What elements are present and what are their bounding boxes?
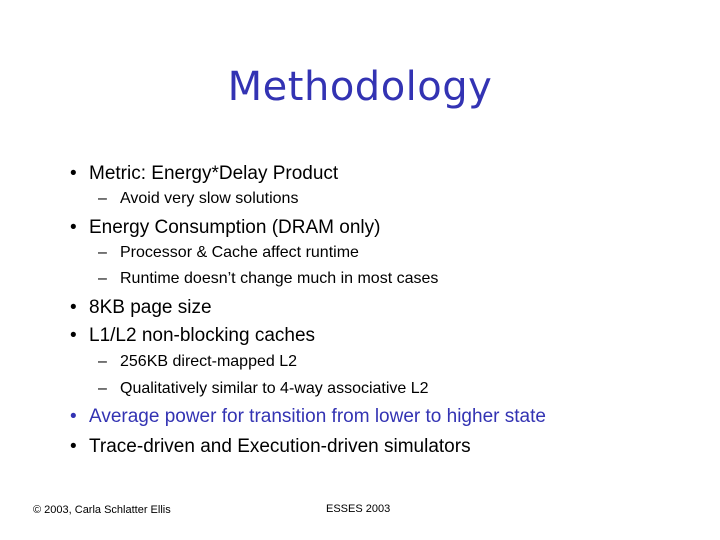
bullet-text: Energy Consumption (DRAM only) — [89, 217, 381, 238]
bullet-icon: • — [70, 163, 77, 184]
dash-icon: – — [98, 244, 107, 261]
subbullet-text: Processor & Cache affect runtime — [120, 244, 359, 261]
slide-title-text: Methodology — [227, 64, 493, 110]
bullet-icon: • — [70, 325, 77, 346]
bullet-icon: • — [70, 436, 77, 457]
bullet-icon: • — [70, 297, 77, 318]
bullet-text: Average power for transition from lower to higher state — [89, 406, 546, 427]
subbullet-text: Avoid very slow solutions — [120, 190, 299, 207]
subbullet-text: Qualitatively similar to 4-way associative L2 — [120, 380, 429, 397]
dash-icon: – — [98, 270, 107, 287]
bullet-text: Trace-driven and Execution-driven simulators — [89, 436, 471, 457]
dash-icon: – — [98, 353, 107, 370]
bullet-text: 8KB page size — [89, 297, 212, 318]
dash-icon: – — [98, 380, 107, 397]
slide-title — [0, 64, 720, 110]
footer-conference: ESSES 2003 — [326, 503, 391, 515]
bullet-icon: • — [70, 406, 77, 427]
subbullet-text: Runtime doesn’t change much in most cases — [120, 270, 439, 287]
footer-copyright: © 2003, Carla Schlatter Ellis — [33, 504, 171, 516]
bullet-text: L1/L2 non-blocking caches — [89, 325, 316, 346]
dash-icon: – — [98, 190, 107, 207]
subbullet-text: 256KB direct-mapped L2 — [120, 353, 297, 370]
bullet-text: Metric: Energy*Delay Product — [89, 163, 339, 184]
bullet-icon: • — [70, 217, 77, 238]
